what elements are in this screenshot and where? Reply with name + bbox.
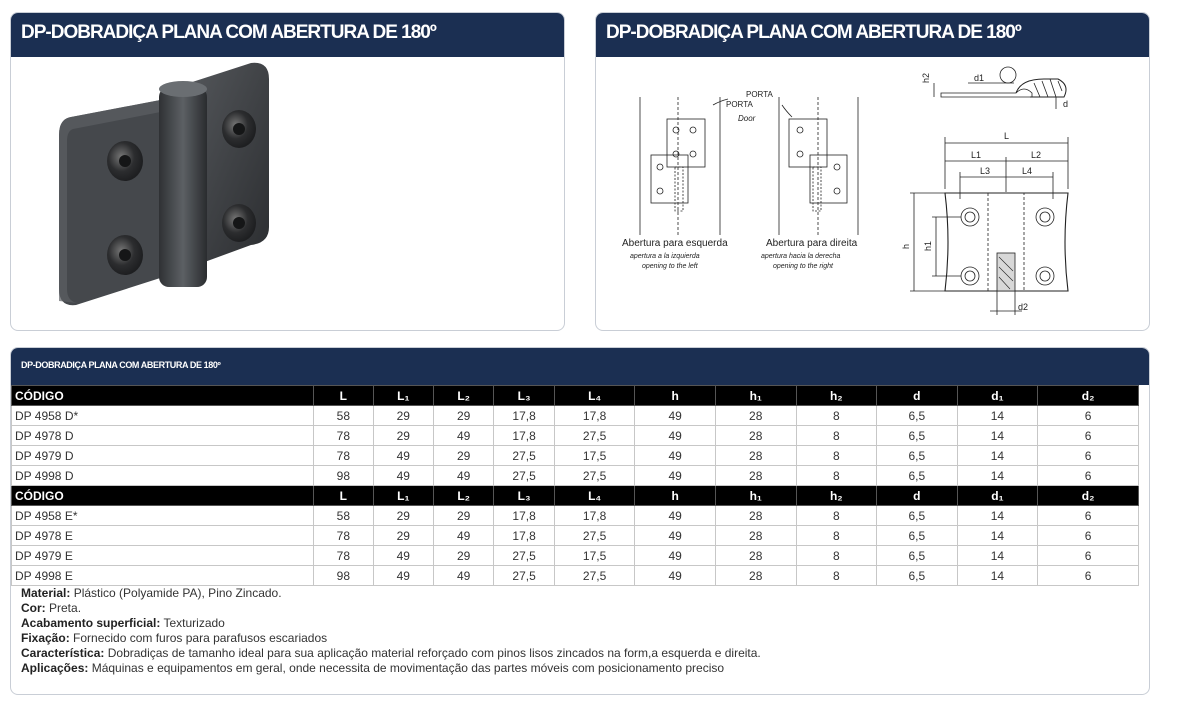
column-header: h bbox=[635, 386, 716, 406]
note-line bbox=[21, 601, 761, 616]
table-cell: 28 bbox=[715, 466, 796, 486]
note-label: Aplicações: bbox=[21, 661, 89, 675]
table-card-title: DP-DOBRADIÇA PLANA COM ABERTURA DE 180º bbox=[11, 348, 1149, 385]
table-cell: 17,5 bbox=[554, 446, 635, 466]
table-header-row bbox=[12, 486, 1139, 506]
note-line bbox=[21, 661, 761, 676]
product-photo-card bbox=[10, 12, 565, 331]
table-cell: 6,5 bbox=[877, 526, 958, 546]
table-cell: 8 bbox=[796, 526, 877, 546]
table-cell: 28 bbox=[715, 426, 796, 446]
table-cell: 29 bbox=[373, 506, 433, 526]
table-cell: 6 bbox=[1038, 566, 1139, 586]
note-label: Cor: bbox=[21, 601, 46, 615]
note-label: Fixação: bbox=[21, 631, 70, 645]
table-cell: 28 bbox=[715, 526, 796, 546]
label-h: h bbox=[901, 243, 911, 249]
table-cell: 14 bbox=[957, 426, 1038, 446]
table-cell: 49 bbox=[373, 446, 433, 466]
table-cell: 49 bbox=[373, 566, 433, 586]
label-d1: d1 bbox=[974, 73, 985, 83]
table-cell: 8 bbox=[796, 506, 877, 526]
table-cell: 6,5 bbox=[877, 406, 958, 426]
note-label: Material: bbox=[21, 586, 71, 600]
column-header: h₁ bbox=[715, 386, 796, 406]
table-cell: 98 bbox=[314, 566, 373, 586]
table-cell: 14 bbox=[957, 526, 1038, 546]
drawing-card-title: DP-DOBRADIÇA PLANA COM ABERTURA DE 180º bbox=[596, 13, 1149, 57]
product-notes bbox=[21, 586, 761, 676]
table-cell: 49 bbox=[635, 566, 716, 586]
note-label: Acabamento superficial: bbox=[21, 616, 161, 630]
table-cell: 14 bbox=[957, 406, 1038, 426]
table-cell: 6 bbox=[1038, 446, 1139, 466]
column-header: d₁ bbox=[957, 386, 1038, 406]
label-L2: L2 bbox=[1031, 150, 1042, 160]
label-right-title: Abertura para direita bbox=[766, 238, 858, 249]
table-cell: 27,5 bbox=[494, 446, 554, 466]
table-cell: 27,5 bbox=[494, 546, 554, 566]
table-cell: 78 bbox=[314, 426, 373, 446]
table-cell: 49 bbox=[635, 466, 716, 486]
table-cell: 49 bbox=[635, 446, 716, 466]
table-cell: 8 bbox=[796, 446, 877, 466]
column-header: h₁ bbox=[715, 486, 796, 506]
label-left-en: opening to the left bbox=[642, 263, 698, 270]
note-label: Característica: bbox=[21, 646, 105, 660]
column-header: d₂ bbox=[1038, 386, 1139, 406]
column-header: CÓDIGO bbox=[12, 386, 314, 406]
note-line bbox=[21, 586, 761, 601]
label-L: L bbox=[1004, 131, 1010, 141]
table-cell: 6 bbox=[1038, 506, 1139, 526]
table-cell: 6,5 bbox=[877, 546, 958, 566]
label-h2: h2 bbox=[921, 72, 931, 83]
table-cell: DP 4979 D bbox=[12, 446, 314, 466]
table-cell: 27,5 bbox=[494, 466, 554, 486]
photo-card-title: DP-DOBRADIÇA PLANA COM ABERTURA DE 180º bbox=[11, 13, 564, 57]
label-left-title: Abertura para esquerda bbox=[622, 238, 728, 249]
table-cell: 6,5 bbox=[877, 466, 958, 486]
table-cell: 27,5 bbox=[554, 566, 635, 586]
note-text: Máquinas e equipamentos em geral, onde necessita de movimentação das partes móveis com posicionamento preciso bbox=[88, 661, 725, 675]
table-cell: 29 bbox=[433, 506, 493, 526]
table-row bbox=[12, 526, 1139, 546]
table-cell: 28 bbox=[715, 566, 796, 586]
table-cell: 49 bbox=[635, 426, 716, 446]
table-cell: 6,5 bbox=[877, 506, 958, 526]
table-cell: 27,5 bbox=[554, 526, 635, 546]
table-cell: 28 bbox=[715, 446, 796, 466]
column-header: L₂ bbox=[433, 386, 493, 406]
label-h1: h1 bbox=[923, 240, 933, 251]
spec-table bbox=[11, 385, 1139, 586]
table-cell: DP 4958 E* bbox=[12, 506, 314, 526]
table-cell: 17,5 bbox=[554, 546, 635, 566]
table-row bbox=[12, 426, 1139, 446]
table-cell: 28 bbox=[715, 546, 796, 566]
column-header: h bbox=[635, 486, 716, 506]
label-right-en: opening to the right bbox=[773, 263, 833, 270]
label-d2: d2 bbox=[1018, 302, 1029, 312]
table-row bbox=[12, 466, 1139, 486]
table-cell: 49 bbox=[635, 546, 716, 566]
table-cell: 6,5 bbox=[877, 426, 958, 446]
table-cell: 8 bbox=[796, 406, 877, 426]
table-cell: 28 bbox=[715, 506, 796, 526]
table-cell: 49 bbox=[635, 506, 716, 526]
table-cell: 14 bbox=[957, 446, 1038, 466]
table-cell: 8 bbox=[796, 426, 877, 446]
label-L3: L3 bbox=[980, 166, 991, 176]
table-cell: 8 bbox=[796, 566, 877, 586]
note-text: Plástico (Polyamide PA), Pino Zincado. bbox=[70, 586, 282, 600]
table-row bbox=[12, 506, 1139, 526]
table-cell: DP 4978 D bbox=[12, 426, 314, 446]
table-cell: 27,5 bbox=[554, 466, 635, 486]
table-cell: 6,5 bbox=[877, 446, 958, 466]
column-header: L bbox=[314, 486, 373, 506]
note-line bbox=[21, 616, 761, 631]
table-cell: 49 bbox=[635, 526, 716, 546]
note-text: Fornecido com furos para parafusos escariados bbox=[69, 631, 328, 645]
column-header: L bbox=[314, 386, 373, 406]
table-cell: 27,5 bbox=[554, 426, 635, 446]
table-cell: 28 bbox=[715, 406, 796, 426]
column-header: CÓDIGO bbox=[12, 486, 314, 506]
label-left-es: apertura a la izquierda bbox=[630, 253, 700, 260]
table-cell: 17,8 bbox=[494, 406, 554, 426]
table-cell: 17,8 bbox=[494, 506, 554, 526]
table-cell: DP 4958 D* bbox=[12, 406, 314, 426]
table-row bbox=[12, 446, 1139, 466]
table-cell: 29 bbox=[373, 406, 433, 426]
column-header: L₃ bbox=[494, 486, 554, 506]
table-cell: 14 bbox=[957, 466, 1038, 486]
column-header: d₁ bbox=[957, 486, 1038, 506]
label-d: d bbox=[1063, 99, 1069, 109]
table-cell: 49 bbox=[433, 566, 493, 586]
table-cell: 17,8 bbox=[494, 526, 554, 546]
table-cell: 14 bbox=[957, 546, 1038, 566]
column-header: L₃ bbox=[494, 386, 554, 406]
label-door: Door bbox=[738, 114, 756, 123]
table-cell: 29 bbox=[433, 446, 493, 466]
table-row bbox=[12, 546, 1139, 566]
table-cell: 78 bbox=[314, 526, 373, 546]
column-header: L₁ bbox=[373, 386, 433, 406]
table-row bbox=[12, 406, 1139, 426]
hinge-photo bbox=[11, 57, 565, 331]
column-header: L₂ bbox=[433, 486, 493, 506]
table-cell: 49 bbox=[433, 466, 493, 486]
table-cell: 29 bbox=[433, 406, 493, 426]
table-cell: DP 4979 E bbox=[12, 546, 314, 566]
note-line bbox=[21, 646, 761, 661]
table-cell: DP 4978 E bbox=[12, 526, 314, 546]
table-cell: 8 bbox=[796, 546, 877, 566]
technical-drawing bbox=[596, 57, 1150, 331]
label-right-es: apertura hacia la derecha bbox=[761, 253, 841, 260]
table-cell: 6 bbox=[1038, 466, 1139, 486]
table-cell: 6 bbox=[1038, 546, 1139, 566]
table-cell: 49 bbox=[635, 406, 716, 426]
table-cell: 58 bbox=[314, 506, 373, 526]
column-header: d bbox=[877, 486, 958, 506]
table-cell: 29 bbox=[373, 426, 433, 446]
table-cell: DP 4998 D bbox=[12, 466, 314, 486]
label-L4: L4 bbox=[1022, 166, 1033, 176]
table-cell: 6 bbox=[1038, 406, 1139, 426]
table-header-row bbox=[12, 386, 1139, 406]
label-porta-top: PORTA bbox=[746, 90, 773, 99]
note-line bbox=[21, 631, 761, 646]
table-cell: 78 bbox=[314, 446, 373, 466]
table-cell: 78 bbox=[314, 546, 373, 566]
column-header: L₄ bbox=[554, 386, 635, 406]
table-cell: 8 bbox=[796, 466, 877, 486]
table-cell: 6 bbox=[1038, 526, 1139, 546]
table-cell: 49 bbox=[433, 426, 493, 446]
column-header: L₄ bbox=[554, 486, 635, 506]
table-row bbox=[12, 566, 1139, 586]
column-header: d₂ bbox=[1038, 486, 1139, 506]
table-cell: 17,8 bbox=[494, 426, 554, 446]
table-cell: 14 bbox=[957, 566, 1038, 586]
table-cell: DP 4998 E bbox=[12, 566, 314, 586]
table-cell: 6,5 bbox=[877, 566, 958, 586]
label-porta: PORTA bbox=[726, 100, 753, 109]
table-cell: 17,8 bbox=[554, 506, 635, 526]
table-cell: 6 bbox=[1038, 426, 1139, 446]
table-cell: 29 bbox=[373, 526, 433, 546]
note-text: Texturizado bbox=[160, 616, 225, 630]
table-cell: 27,5 bbox=[494, 566, 554, 586]
table-cell: 49 bbox=[433, 526, 493, 546]
label-L1: L1 bbox=[971, 150, 982, 160]
column-header: h₂ bbox=[796, 386, 877, 406]
note-text: Preta. bbox=[45, 601, 82, 615]
column-header: d bbox=[877, 386, 958, 406]
table-cell: 29 bbox=[433, 546, 493, 566]
note-text: Dobradiças de tamanho ideal para sua aplicação material reforçado com pinos lisos zincados na form,a esquerda e direita. bbox=[104, 646, 761, 660]
technical-drawing-card bbox=[595, 12, 1150, 331]
table-cell: 98 bbox=[314, 466, 373, 486]
table-cell: 17,8 bbox=[554, 406, 635, 426]
table-cell: 49 bbox=[373, 466, 433, 486]
column-header: h₂ bbox=[796, 486, 877, 506]
table-cell: 49 bbox=[373, 546, 433, 566]
column-header: L₁ bbox=[373, 486, 433, 506]
table-cell: 14 bbox=[957, 506, 1038, 526]
table-cell: 58 bbox=[314, 406, 373, 426]
